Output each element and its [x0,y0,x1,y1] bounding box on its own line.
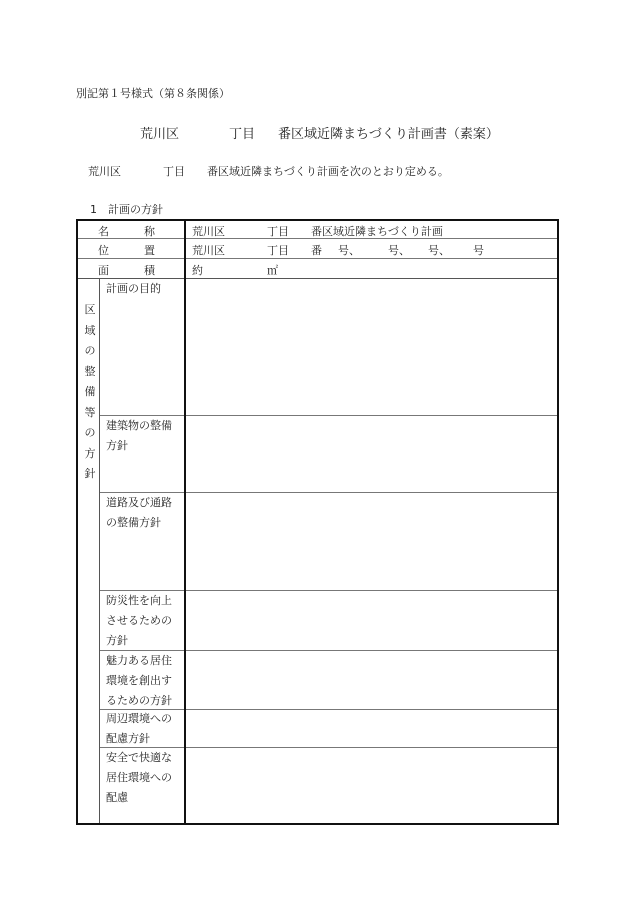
label-line: るための方針 [106,694,172,707]
group-char: 等 [84,405,96,419]
label-line: 安全で快適な [106,751,172,764]
label-line: 周辺環境への [106,712,172,725]
label-line: 魅力ある居住 [106,654,172,667]
location-ward: 荒川区 [192,244,225,257]
section-heading: 1 計画の方針 [90,203,163,216]
location-go: 号 [473,244,484,257]
label-line: 建築物の整備 [106,419,172,432]
name-label: 名 [98,225,109,238]
group-char: 域 [84,323,96,337]
group-char: 区 [84,303,96,316]
section-building-label [106,416,172,456]
label-line: 環境を創出す [106,674,172,687]
area-approx: 約 [192,264,203,277]
label-line: 居住環境への [106,771,172,784]
title-rest: 番区域近隣まちづくり計画書（素案） [278,127,499,142]
section-road-label [106,493,172,533]
location-go: 号、 [338,244,360,257]
label-line: 方針 [106,439,128,452]
plan-policy-table [76,219,559,825]
location-chome: 丁目 [267,244,289,257]
group-char: 備 [84,385,96,398]
title-chome: 丁目 [229,127,256,142]
section-disaster-label [106,591,172,651]
location-ban: 番 [311,244,322,257]
label-line: 方針 [106,634,128,647]
section-purpose-label [106,279,161,299]
name-ward: 荒川区 [192,225,225,238]
intro-chome: 丁目 [163,165,185,178]
location-go: 号、 [388,244,410,257]
label-line: 配慮方針 [106,732,150,745]
column-divider [184,221,186,823]
intro-rest: 番区域近隣まちづくり計画を次のとおり定める。 [207,165,449,178]
label-line: させるための [106,614,172,627]
label-line: 計画の目的 [106,282,161,295]
group-char: の [84,344,96,357]
column-divider [99,278,100,823]
name-chome: 丁目 [267,225,289,238]
title-ward: 荒川区 [140,127,180,142]
group-char: 針 [84,467,96,480]
label-line: 道路及び通路 [106,496,172,509]
intro-ward: 荒川区 [88,165,121,178]
section-safety-label [106,748,172,808]
group-label-vertical [83,300,97,485]
section-living-label [106,651,172,711]
name-value: 番区域近隣まちづくり計画 [311,225,443,238]
group-char: 整 [84,364,96,378]
section-surroundings-label [106,709,172,749]
form-reference: 別記第１号様式（第８条関係） [76,87,230,100]
area-label: 積 [144,264,155,277]
area-unit: ㎡ [267,264,278,277]
label-line: 配慮 [106,791,128,804]
group-char: 方 [84,446,96,460]
label-line: 防災性を向上 [106,594,172,607]
row-divider [78,258,557,259]
location-label: 置 [144,244,155,257]
location-label: 位 [98,244,109,257]
location-go: 号、 [428,244,450,257]
label-line: の整備方針 [106,516,161,529]
area-label: 面 [98,264,109,277]
name-label: 称 [144,225,155,238]
group-char: の [84,426,96,439]
